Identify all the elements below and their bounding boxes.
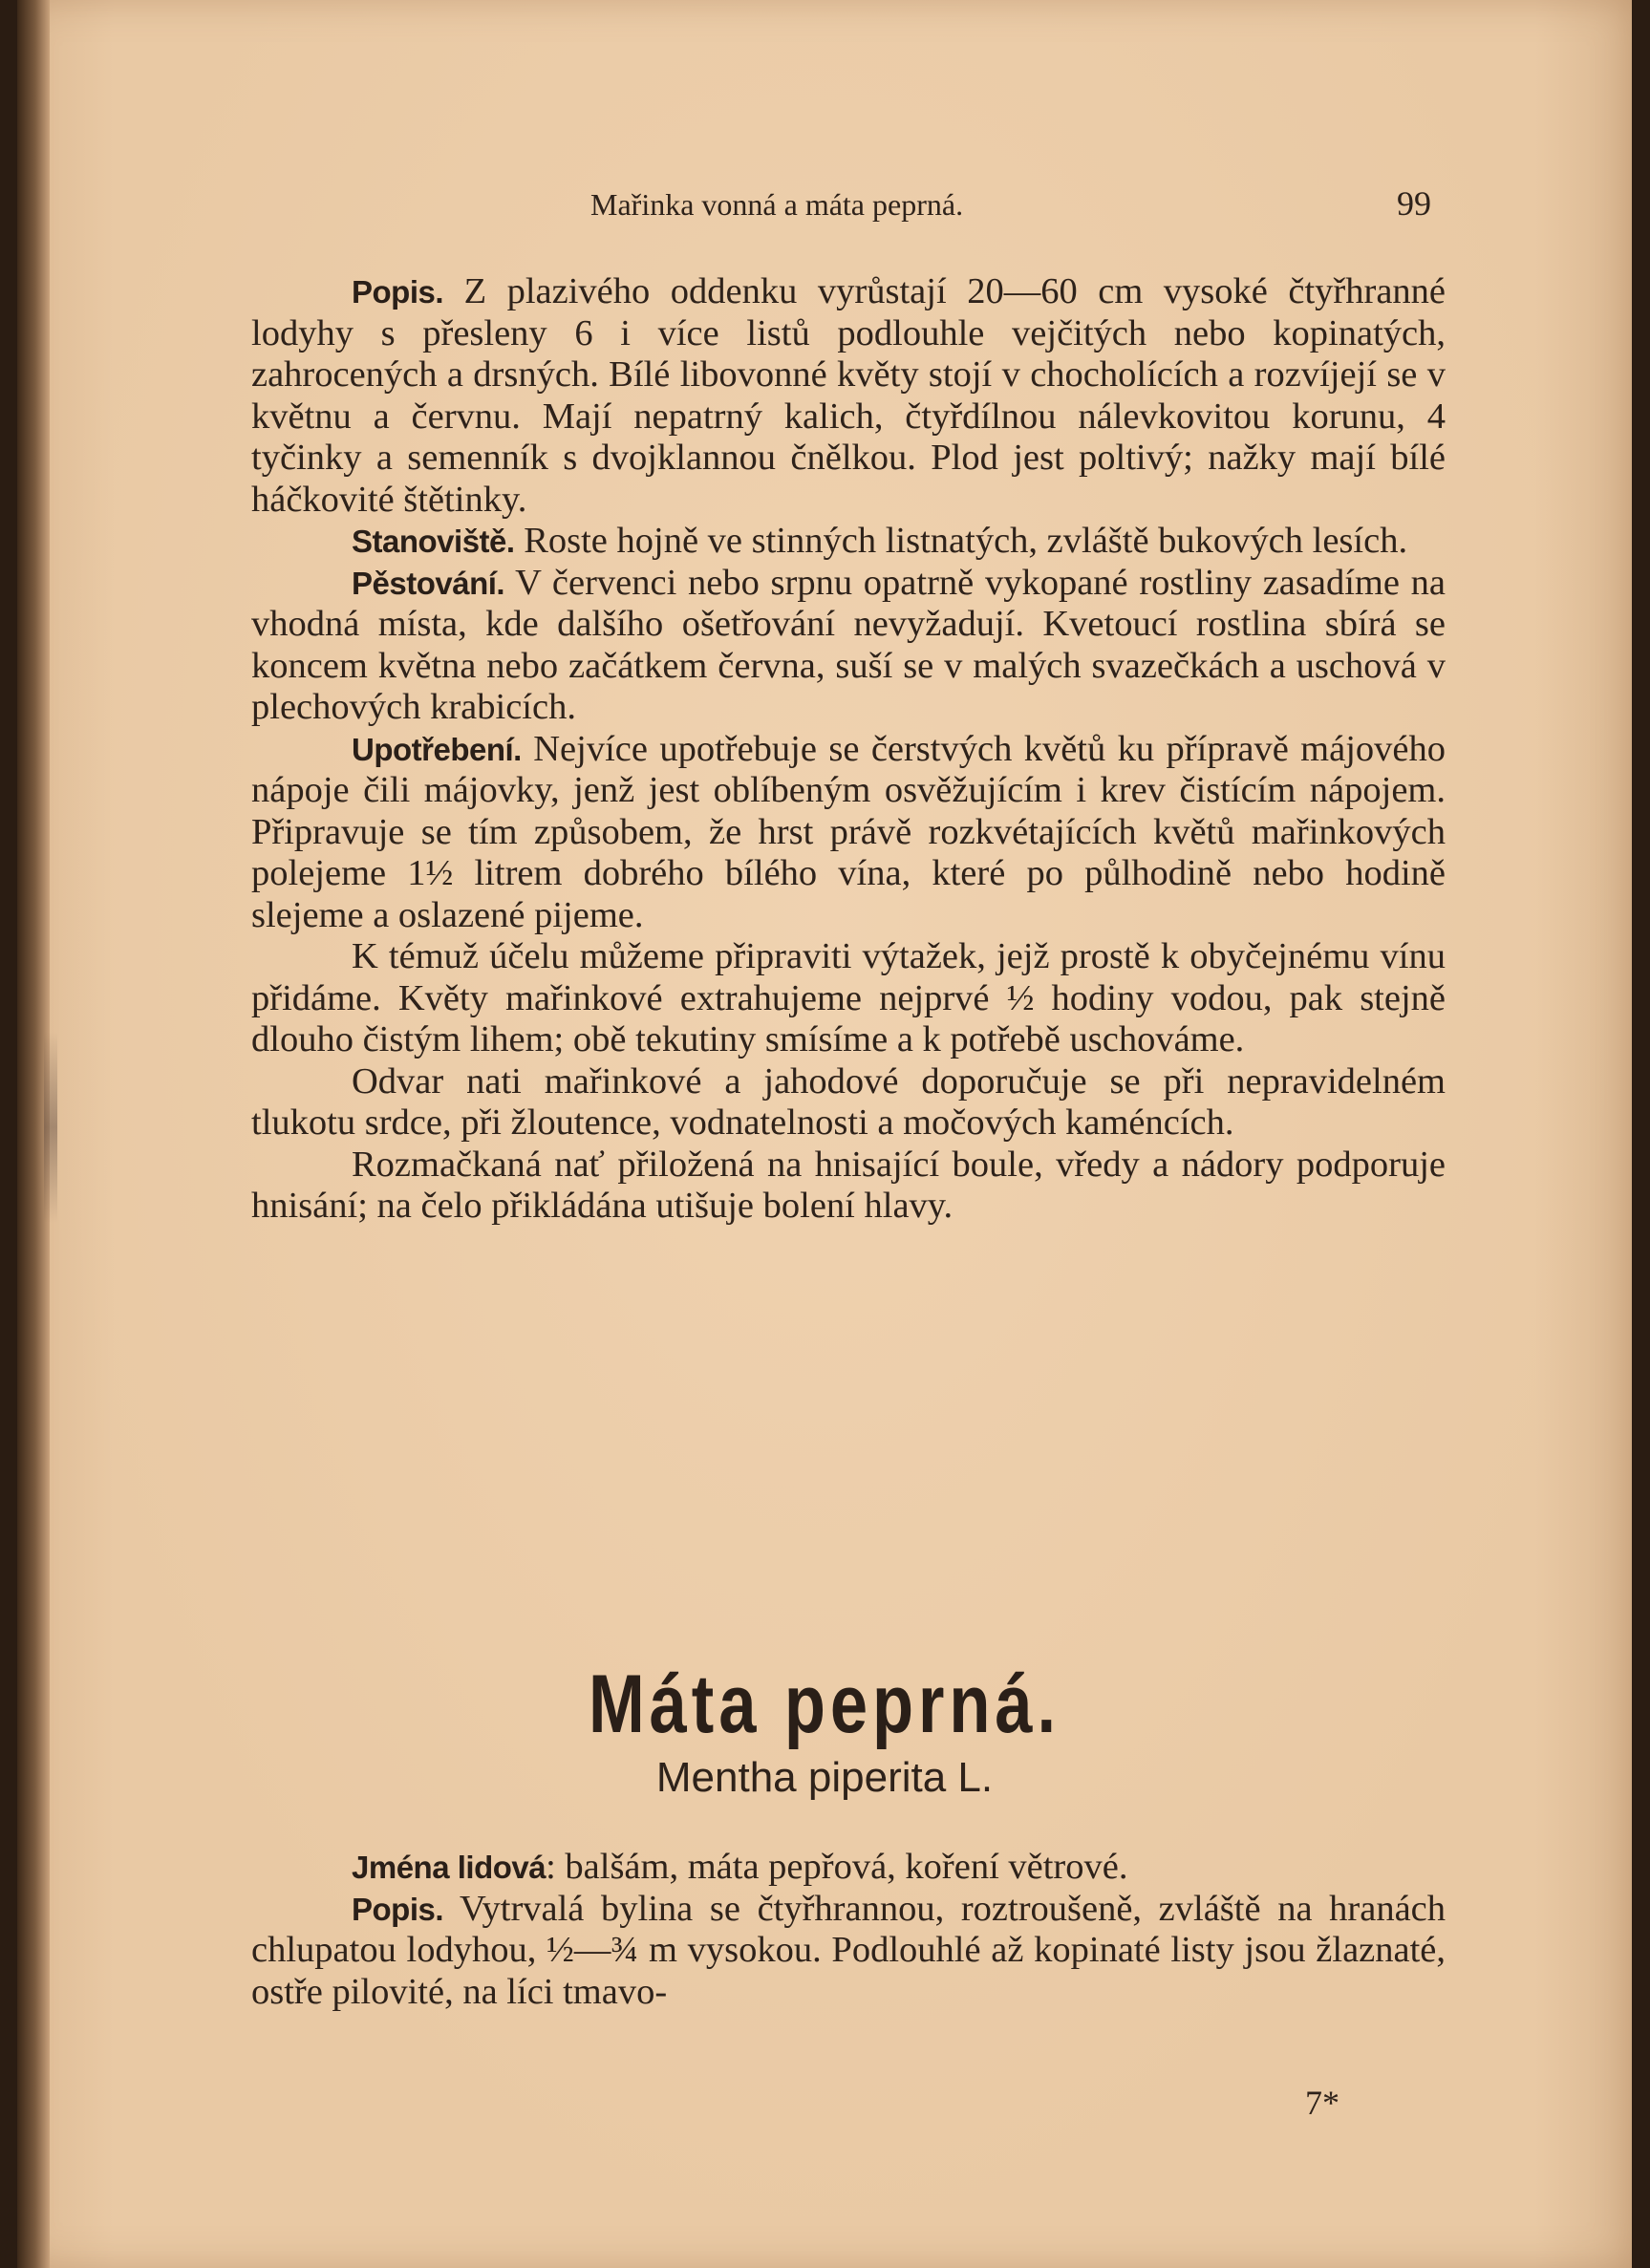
latin-name: Mentha piperita L. bbox=[655, 1754, 994, 1801]
paragraph-odvar: Odvar nati mařinkové a jahodové doporučuje se při nepravidelném tlukotu srdce, při žloutence, vodnatelnosti a močových kaméncích. bbox=[251, 1060, 1446, 1143]
page-stain bbox=[44, 1032, 57, 1223]
label-pestovani: Pěstování. bbox=[352, 565, 505, 601]
text-upotrebeni: Nejvíce upotřebuje se čerstvých květů ku přípravě májového nápoje čili májovky, jenž jest oblíbeným osvěžujícím i krev čistícím nápojem. Připravuje se tím způsobem, že hrst právě rozkvétajících květů mařinkových polejeme 1½ litrem dobrého bílého vína, které po půlhodině nebo hodině slejeme a oslazené pijeme. bbox=[251, 728, 1446, 935]
label-popis: Popis. bbox=[352, 274, 444, 310]
paragraph-jmena-lidova bbox=[251, 1847, 1446, 1889]
running-title: Mařinka vonná a máta peprná. bbox=[590, 187, 964, 222]
section-mata-body bbox=[251, 1847, 1446, 2013]
text-popis-mata: Vytrvalá bylina se čtyřhrannou, roztroušeně, zvláště na hranách chlupatou lodyhou, ½—¾ m vysokou. Podlouhlé až kopinaté listy jsou žlaznaté, ostře pilovité, na líci tmavo- bbox=[251, 1888, 1446, 2012]
text-jmena-lidova: : balšám, máta pepřová, koření větrové. bbox=[546, 1847, 1128, 1887]
paragraph-stanoviste bbox=[251, 521, 1446, 563]
label-stanoviste: Stanoviště. bbox=[352, 524, 515, 559]
paragraph-upotrebeni bbox=[251, 729, 1446, 937]
label-upotrebeni: Upotřebení. bbox=[352, 731, 522, 767]
paragraph-pestovani bbox=[251, 563, 1446, 729]
running-head bbox=[514, 184, 1431, 235]
signature-mark: 7* bbox=[1305, 2084, 1339, 2122]
paragraph-popis bbox=[251, 271, 1446, 521]
paragraph-rozmackana: Rozmačkaná nať přiložená na hnisající boule, vředy a nádory podporuje hnisání; na čelo přikládána utišuje bolení hlavy. bbox=[251, 1144, 1446, 1226]
label-popis-mata: Popis. bbox=[352, 1891, 444, 1927]
paragraph-vytazek: K témuž účelu můžeme připraviti výtažek, jejž prostě k obyčejnému vínu přidáme. Květy mařinkové extrahujeme nejprvé ½ hodiny vodou, pak stejně dlouho čistým lihem; obě tekutiny smísíme a k potřebě uschováme. bbox=[251, 936, 1446, 1059]
section-title-mata-peprna: Máta peprná. bbox=[588, 1658, 1061, 1750]
text-stanoviste: Roste hojně ve stinných listnatých, zvláště bukových lesích. bbox=[514, 521, 1408, 561]
paragraph-popis-mata bbox=[251, 1889, 1446, 2014]
book-page bbox=[17, 0, 1632, 2268]
label-jmena-lidova: Jména lidová bbox=[352, 1850, 546, 1885]
section-marinka-body bbox=[251, 271, 1446, 1228]
text-popis: Z plazivého oddenku vyrůstají 20—60 cm vysoké čtyřhranné lodyhy s přesleny 6 i více listů podlouhle vejčitých nebo kopinatých, zahrocených a drsných. Bílé libovonné květy stojí v chocholících a rozvíjejí se v květnu a červnu. Mají nepatrný kalich, čtyřdílnou nálevkovitou korunu, 4 tyčinky a semenník s dvojklannou čnělkou. Plod jest poltivý; nažky mají bílé háčkovité štětinky. bbox=[251, 271, 1446, 520]
page-number: 99 bbox=[1397, 184, 1431, 223]
text-pestovani: V červenci nebo srpnu opatrně vykopané rostliny zasadíme na vhodná místa, kde dalšího ošetřování nevyžadují. Kvetoucí rostlina sbírá se koncem května nebo začátkem června, suší se v malých svazečkách a uschová v plechových krabicích. bbox=[251, 562, 1446, 727]
